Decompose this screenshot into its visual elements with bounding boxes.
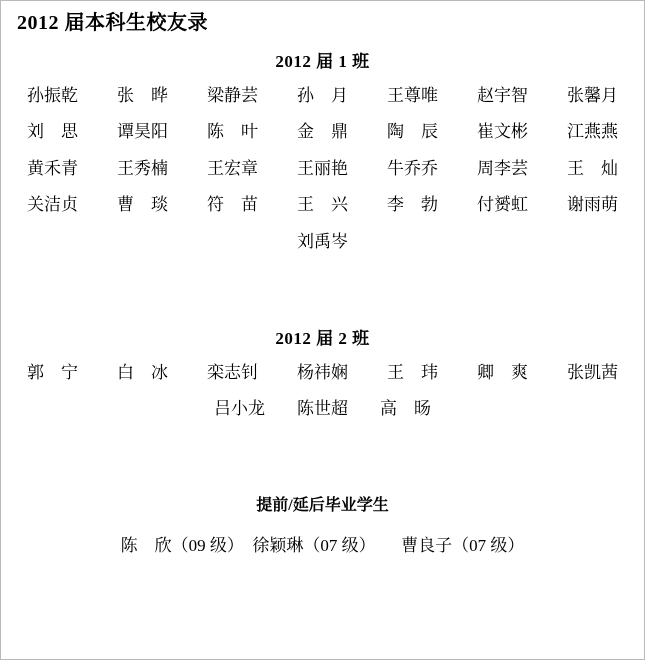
student-name: 杨祎娴	[297, 362, 348, 382]
student-name: 王 灿	[567, 158, 618, 178]
student-name: 刘 思	[27, 122, 78, 142]
student-name: 付赟虹	[477, 195, 528, 215]
footer-entries: 陈 欣（09 级） 徐颖琳（07 级） 曹良子（07 级）	[120, 535, 525, 555]
student-name: 王 玮	[387, 362, 438, 382]
student-name: 谭昊阳	[117, 122, 168, 142]
student-name: 黄禾青	[27, 158, 78, 178]
student-name: 刘禹岑	[297, 231, 348, 251]
student-name: 卿 爽	[477, 362, 528, 382]
student-name: 符 苗	[207, 195, 258, 215]
name-row	[15, 86, 630, 106]
student-name: 陈 叶	[207, 122, 258, 142]
student-name: 梁静芸	[207, 86, 258, 105]
student-name: 白 冰	[117, 362, 168, 382]
student-name: 李 勃	[387, 195, 438, 215]
student-name: 陶 辰	[387, 122, 438, 142]
student-name: 王丽艳	[297, 158, 348, 178]
student-name: 江燕燕	[567, 122, 618, 142]
student-name: 崔文彬	[477, 122, 528, 142]
student-name: 吕小龙	[214, 399, 265, 419]
footer-heading: 提前/延后毕业学生	[256, 496, 389, 514]
footer-spacer	[15, 436, 630, 492]
student-name: 张馨月	[567, 86, 618, 105]
name-row	[15, 399, 630, 419]
student-name: 王 兴	[297, 195, 348, 215]
student-name: 张凯茜	[567, 362, 618, 382]
student-name: 牛乔乔	[387, 158, 438, 178]
student-name: 周李芸	[477, 158, 528, 178]
section-heading-class-2: 2012 届 2 班	[275, 328, 370, 348]
student-name: 陈世超	[297, 399, 348, 419]
student-name: 郭 宁	[27, 362, 78, 382]
student-name: 王尊唯	[387, 86, 438, 105]
name-row	[15, 195, 630, 215]
student-name: 王宏章	[207, 158, 258, 178]
student-name: 孙 月	[297, 86, 348, 105]
student-name: 高 旸	[380, 399, 431, 419]
student-name: 关洁贞	[27, 195, 78, 215]
student-name: 王秀楠	[117, 158, 168, 178]
section-spacer	[15, 268, 630, 324]
student-name: 孙振乾	[27, 86, 78, 105]
name-row	[15, 363, 630, 383]
student-name: 栾志钊	[207, 362, 258, 382]
page-title: 2012 届本科生校友录	[17, 12, 208, 34]
section-heading-class-1: 2012 届 1 班	[275, 52, 370, 71]
student-name: 张 晔	[117, 86, 168, 105]
student-name: 金 鼎	[297, 122, 348, 142]
name-row	[15, 232, 630, 252]
student-name: 赵宇智	[477, 86, 528, 105]
student-name: 谢雨萌	[567, 195, 618, 215]
student-name: 曹 琰	[117, 195, 168, 215]
name-row	[15, 159, 630, 179]
name-row	[15, 122, 630, 142]
